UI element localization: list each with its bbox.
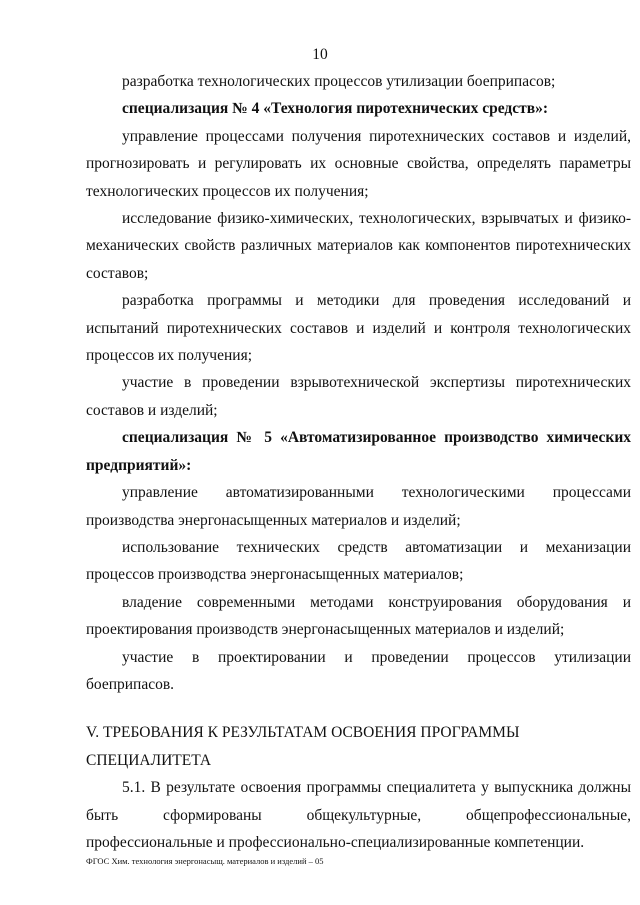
spacer	[86, 698, 631, 719]
list-item: участие в проведении взрывотехнической экспертизы пиротехнических составов и изделий;	[86, 374, 631, 419]
specialization-heading: специализация № 4 «Технология пиротехнических средств»:	[122, 100, 549, 118]
list-item: владение современными методами конструирования оборудования и проектирования производств энергонасыщенных материалов и изделий;	[86, 593, 631, 639]
section-heading-line1: V. ТРЕБОВАНИЯ К РЕЗУЛЬТАТАМ ОСВОЕНИЯ ПРОГРАММЫ	[86, 724, 520, 742]
page-footer: ФГОС Хим. технология энергонасыщ. материалов и изделий – 05	[86, 856, 324, 866]
specialization-heading: специализация № 5 «Автоматизированное производство химических предприятий»:	[86, 429, 631, 474]
list-item: участие в проектировании и проведении процессов утилизации боеприпасов.	[86, 648, 631, 693]
list-item: разработка программы и методики для проведения исследований и испытаний пиротехнических составов и изделий и контроля технологических процессов их получения;	[86, 292, 631, 365]
body-text	[86, 68, 631, 856]
list-item: управление процессами получения пиротехнических составов и изделий, прогнозировать и регулировать их основные свойства, определять параметры технологических процессов их получения;	[86, 127, 631, 200]
list-item: управление автоматизированными технологическими процессами производства энергонасыщенных материалов и изделий;	[86, 484, 631, 529]
list-item: использование технических средств автоматизации и механизации процессов производства энергонасыщенных материалов;	[86, 538, 631, 584]
list-item: разработка технологических процессов утилизации боеприпасов;	[122, 73, 556, 90]
page-number: 10	[312, 46, 328, 63]
section-text: 5.1. В результате освоения программы специалитета у выпускника должны быть сформированы общекультурные, общепрофессиональные, профессиональные и профессионально-специализированные компетенции.	[86, 779, 631, 851]
section-heading-line2: СПЕЦИАЛИТЕТА	[86, 751, 212, 769]
list-item: исследование физико-химических, технологических, взрывчатых и физико-механических свойств различных материалов как компонентов пиротехнических составов;	[86, 210, 631, 282]
